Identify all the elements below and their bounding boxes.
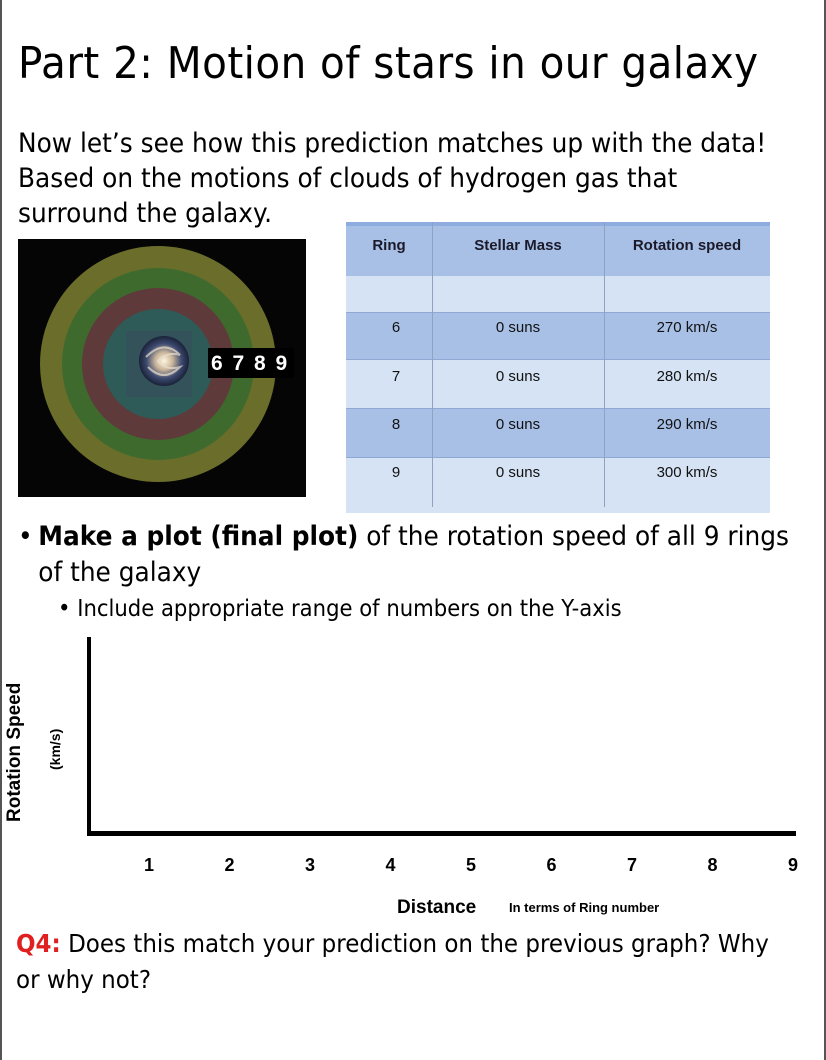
- cell-mass-6: 0 suns: [495, 319, 541, 336]
- question-text: Does this match your prediction on the previous graph? Why: [60, 929, 769, 958]
- question-line-2: or why not?: [16, 965, 152, 994]
- bullet-dot: •: [18, 521, 33, 552]
- cell-ring-9: 9: [391, 464, 401, 481]
- ring-labels: 6 7 8 9: [211, 352, 290, 375]
- question-label: Q4:: [16, 929, 61, 958]
- question-line-1: [16, 926, 807, 962]
- sub-bullet-y-axis: • Include appropriate range of numbers on the Y-axis: [58, 596, 622, 622]
- x-tick-7: 7: [626, 855, 638, 875]
- x-tick-8: 8: [707, 855, 718, 875]
- y-axis-unit: (km/s): [47, 728, 63, 770]
- x-axis-label: Distance: [397, 897, 477, 918]
- cell-speed-6: 270 km/s: [656, 319, 718, 336]
- cell-ring-6: 6: [391, 319, 401, 336]
- x-tick-3: 3: [304, 855, 316, 875]
- intro-line-3: surround the galaxy.: [18, 198, 273, 229]
- galaxy-rings-image: [18, 239, 306, 497]
- cell-ring-8: 8: [391, 416, 401, 433]
- cell-mass-8: 0 suns: [495, 416, 541, 433]
- x-tick-4: 4: [385, 855, 396, 875]
- intro-paragraph: [18, 126, 767, 231]
- cell-speed-8: 290 km/s: [656, 416, 718, 433]
- x-tick-9: 9: [787, 855, 799, 875]
- intro-line-2: Based on the motions of clouds of hydrogen gas that: [18, 163, 678, 194]
- cell-ring-7: 7: [391, 368, 401, 385]
- instruction-text: [38, 519, 802, 591]
- x-tick-1: 1: [143, 855, 155, 875]
- galaxy-core: [139, 336, 189, 386]
- question-q4: [16, 926, 807, 998]
- instruction-bold: Make a plot (final plot): [38, 521, 359, 552]
- cell-speed-7: 280 km/s: [656, 368, 718, 385]
- ring-data-table: [346, 222, 770, 513]
- galaxy-rings-svg: [18, 239, 306, 497]
- y-axis-label: Rotation Speed: [4, 682, 25, 822]
- header-rotation-speed: Rotation speed: [632, 237, 742, 254]
- instruction-line-1: [38, 519, 802, 555]
- cell-mass-7: 0 suns: [495, 368, 541, 385]
- cell-mass-9: 0 suns: [495, 464, 541, 481]
- intro-line-1: Now let’s see how this prediction matches up with the data!: [18, 128, 767, 159]
- header-ring: Ring: [372, 237, 406, 254]
- y-axis-line: [87, 637, 91, 836]
- page-border-left: [0, 0, 2, 1060]
- x-tick-6: 6: [546, 855, 557, 875]
- instruction-rest: of the rotation speed of all 9 rings: [358, 521, 790, 552]
- x-tick-2: 2: [224, 855, 235, 875]
- cell-speed-9: 300 km/s: [656, 464, 718, 481]
- instruction-line-2: of the galaxy: [38, 557, 202, 588]
- page-title: Part 2: Motion of stars in our galaxy: [18, 38, 759, 89]
- header-stellar-mass: Stellar Mass: [474, 237, 562, 254]
- x-axis-note: In terms of Ring number: [509, 900, 660, 915]
- x-axis-line: [87, 831, 796, 836]
- x-tick-5: 5: [465, 855, 477, 875]
